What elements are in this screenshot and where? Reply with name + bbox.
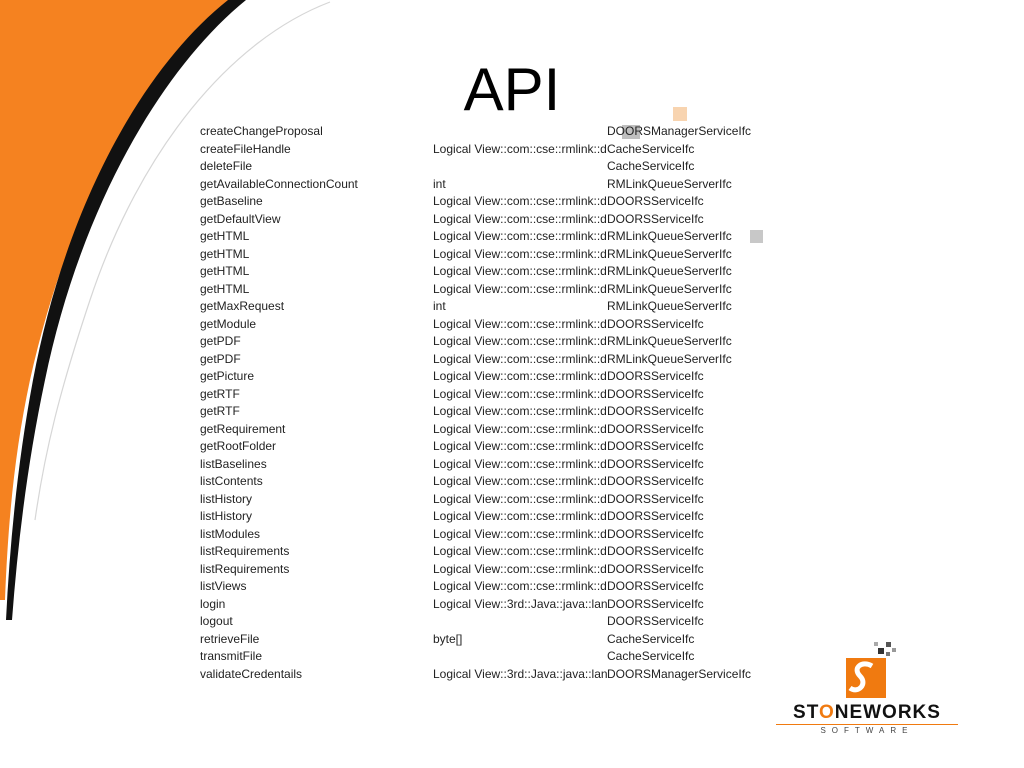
return-type-cell: Logical View::com::cse::rmlink::d (433, 421, 607, 436)
table-row (200, 631, 760, 649)
return-type-cell: Logical View::com::cse::rmlink::d (433, 509, 607, 523)
return-type-cell: Logical View::com::cse::rmlink::d (433, 439, 607, 453)
method-name-cell: getRootFolder (200, 439, 277, 453)
interface-cell: DOORSManagerServiceIfc (607, 666, 752, 681)
table-row (200, 211, 760, 229)
table-row (200, 333, 760, 351)
return-type-cell: Logical View::com::cse::rmlink::d (433, 369, 607, 383)
method-name-cell: listContents (200, 474, 263, 488)
return-type-cell: Logical View::3rd::Java::java::lan (433, 666, 608, 681)
table-row (200, 281, 760, 299)
logo-pixel (886, 652, 890, 656)
table-row (200, 526, 760, 544)
logo-mark (772, 640, 962, 702)
interface-cell: DOORSServiceIfc (607, 316, 704, 331)
interface-cell: DOORSServiceIfc (607, 456, 704, 471)
interface-cell: CacheServiceIfc (607, 141, 695, 156)
table-row (200, 176, 760, 194)
interface-cell: DOORSServiceIfc (607, 596, 704, 611)
interface-cell: RMLinkQueueServerIfc (607, 246, 732, 261)
interface-cell: RMLinkQueueServerIfc (607, 299, 732, 313)
return-type-cell: Logical View::com::cse::rmlink::d (433, 491, 607, 506)
interface-cell: DOORSServiceIfc (607, 386, 704, 401)
method-name-cell: getModule (200, 316, 257, 331)
interface-cell: RMLinkQueueServerIfc (607, 281, 732, 296)
method-name-cell: retrieveFile (200, 631, 260, 646)
method-name-cell: getDefaultView (200, 211, 281, 226)
return-type-cell: Logical View::com::cse::rmlink::d (433, 561, 607, 576)
interface-cell: RMLinkQueueServerIfc (607, 334, 732, 348)
interface-cell: DOORSServiceIfc (607, 509, 704, 523)
table-row (200, 648, 760, 666)
interface-cell: DOORSManagerServiceIfc (607, 124, 752, 138)
method-name-cell: getMaxRequest (200, 299, 285, 313)
logo-pixel (886, 642, 891, 647)
logo-subtitle: SOFTWARE (820, 726, 914, 735)
return-type-cell: Logical View::com::cse::rmlink::d (433, 246, 607, 261)
api-table-clip (198, 124, 758, 695)
method-name-cell: validateCredentails (200, 666, 303, 681)
stoneworks-logo (772, 640, 962, 750)
return-type-cell: byte[] (433, 631, 463, 646)
table-row (200, 316, 760, 334)
method-name-cell: getHTML (200, 229, 250, 243)
table-row (200, 613, 760, 631)
method-name-cell: createChangeProposal (200, 124, 323, 138)
table-row (200, 596, 760, 614)
interface-cell: DOORSServiceIfc (607, 474, 704, 488)
logo-wordmark (772, 702, 962, 724)
method-name-cell: logout (200, 614, 233, 628)
logo-text-st: ST (793, 702, 819, 723)
return-type-cell: Logical View::com::cse::rmlink::d (433, 404, 607, 418)
return-type-cell: Logical View::3rd::Java::java::lan (433, 596, 608, 611)
method-name-cell: getRTF (200, 404, 240, 418)
interface-cell: DOORSServiceIfc (607, 404, 704, 418)
api-table (200, 123, 760, 683)
return-type-cell: Logical View::com::cse::rmlink::d (433, 544, 607, 558)
method-name-cell: getHTML (200, 281, 250, 296)
logo-pixel (878, 648, 884, 654)
method-name-cell: listBaselines (200, 456, 267, 471)
method-name-cell: listHistory (200, 509, 253, 523)
interface-cell: DOORSServiceIfc (607, 579, 704, 593)
table-row (200, 228, 760, 246)
logo-text-o: O (818, 702, 835, 723)
table-row (200, 403, 760, 421)
table-row (200, 298, 760, 316)
method-name-cell: listHistory (200, 491, 253, 506)
table-row (200, 473, 760, 491)
interface-cell: DOORSServiceIfc (607, 544, 704, 558)
method-name-cell: listRequirements (200, 544, 290, 558)
interface-cell: RMLinkQueueServerIfc (607, 229, 732, 243)
method-name-cell: getPDF (200, 351, 241, 366)
interface-cell: DOORSServiceIfc (607, 194, 704, 208)
table-row (200, 123, 760, 141)
table-row (200, 578, 760, 596)
logo-text-neworks: NEWORKS (834, 702, 941, 723)
interface-cell: CacheServiceIfc (607, 631, 695, 646)
interface-cell: RMLinkQueueServerIfc (607, 176, 732, 191)
method-name-cell: getRTF (200, 386, 240, 401)
return-type-cell: Logical View::com::cse::rmlink::d (433, 351, 607, 366)
table-row (200, 193, 760, 211)
method-name-cell: listViews (200, 579, 247, 593)
interface-cell: DOORSServiceIfc (607, 421, 704, 436)
table-row (200, 543, 760, 561)
method-name-cell: listModules (200, 526, 261, 541)
return-type-cell: Logical View::com::cse::rmlink::d (433, 211, 607, 226)
method-name-cell: getPDF (200, 334, 241, 348)
method-name-cell: getHTML (200, 246, 250, 261)
table-row (200, 421, 760, 439)
table-row (200, 666, 760, 684)
interface-cell: DOORSServiceIfc (607, 491, 704, 506)
return-type-cell: Logical View::com::cse::rmlink::d (433, 386, 607, 401)
interface-cell: DOORSServiceIfc (607, 526, 704, 541)
table-row (200, 368, 760, 386)
return-type-cell: Logical View::com::cse::rmlink::d (433, 334, 607, 348)
method-name-cell: login (200, 596, 226, 611)
return-type-cell: int (433, 299, 446, 313)
method-name-cell: getBaseline (200, 194, 263, 208)
return-type-cell: Logical View::com::cse::rmlink::d (433, 229, 607, 243)
method-name-cell: createFileHandle (200, 141, 291, 156)
return-type-cell: Logical View::com::cse::rmlink::d (433, 264, 607, 278)
return-type-cell: Logical View::com::cse::rmlink::d (433, 579, 607, 593)
method-name-cell: getRequirement (200, 421, 286, 436)
return-type-cell: Logical View::com::cse::rmlink::d (433, 456, 607, 471)
table-row (200, 508, 760, 526)
logo-pixel (892, 648, 896, 652)
table-row (200, 438, 760, 456)
interface-cell: DOORSServiceIfc (607, 211, 704, 226)
table-row (200, 263, 760, 281)
interface-cell: DOORSServiceIfc (607, 439, 704, 453)
interface-cell: DOORSServiceIfc (607, 561, 704, 576)
table-row (200, 386, 760, 404)
table-row (200, 158, 760, 176)
method-name-cell: getHTML (200, 264, 250, 278)
table-row (200, 141, 760, 159)
method-name-cell: listRequirements (200, 561, 290, 576)
interface-cell: RMLinkQueueServerIfc (607, 264, 732, 278)
return-type-cell: Logical View::com::cse::rmlink::d (433, 141, 607, 156)
return-type-cell: Logical View::com::cse::rmlink::d (433, 474, 607, 488)
table-row (200, 456, 760, 474)
table-row (200, 561, 760, 579)
interface-cell: CacheServiceIfc (607, 159, 695, 173)
return-type-cell: Logical View::com::cse::rmlink::d (433, 194, 607, 208)
return-type-cell: Logical View::com::cse::rmlink::d (433, 526, 607, 541)
return-type-cell: Logical View::com::cse::rmlink::d (433, 281, 607, 296)
table-row (200, 351, 760, 369)
method-name-cell: transmitFile (200, 649, 263, 663)
return-type-cell: Logical View::com::cse::rmlink::d (433, 316, 607, 331)
slide-title: API (463, 56, 561, 123)
interface-cell: DOORSServiceIfc (607, 614, 704, 628)
table-row (200, 246, 760, 264)
interface-cell: CacheServiceIfc (607, 649, 695, 663)
method-name-cell: getPicture (200, 369, 255, 383)
table-row (200, 491, 760, 509)
interface-cell: DOORSServiceIfc (607, 369, 704, 383)
logo-underline (776, 724, 958, 725)
method-name-cell: getAvailableConnectionCount (200, 176, 358, 191)
method-name-cell: deleteFile (200, 159, 253, 173)
interface-cell: RMLinkQueueServerIfc (607, 351, 732, 366)
return-type-cell: int (433, 176, 446, 191)
logo-pixel (874, 642, 878, 646)
